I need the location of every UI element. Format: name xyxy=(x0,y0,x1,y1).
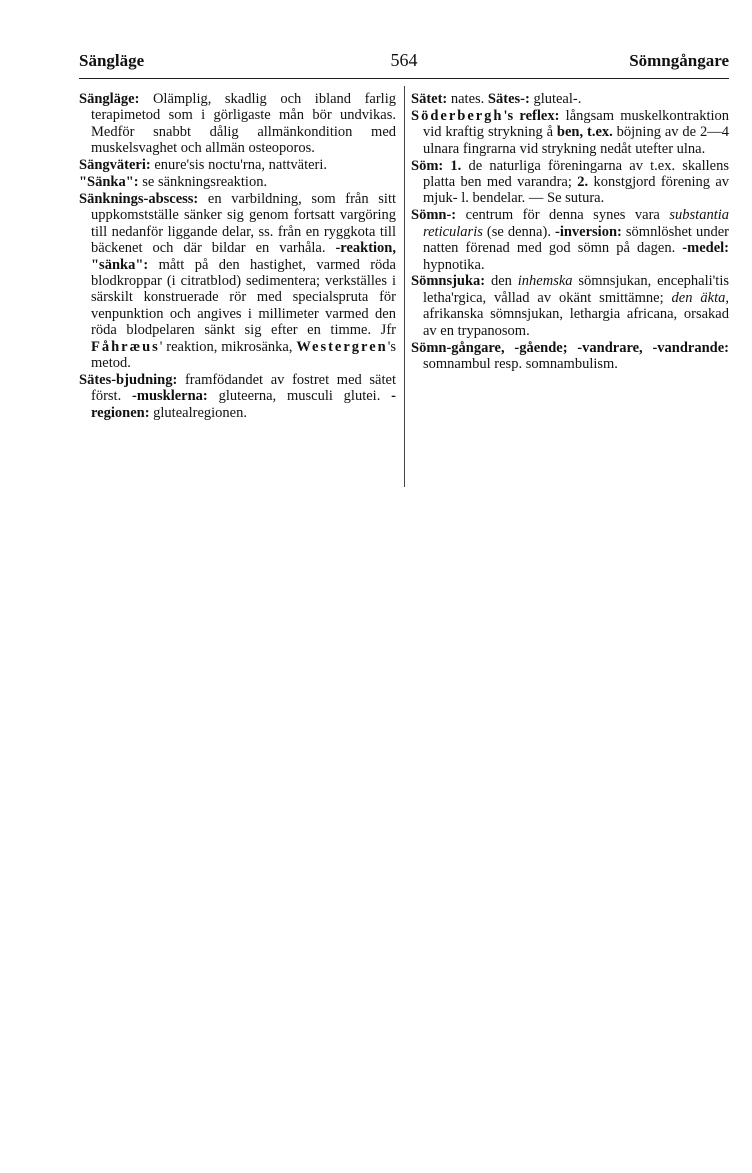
headword: Sängläge: xyxy=(79,91,140,107)
definition: konstgjord förening av mjuk- l. bendelar. — Se sutura. xyxy=(423,174,729,207)
definition: sömnlöshet under natten förenad med god sömn på dagen. xyxy=(423,223,730,257)
definition: (se denna). xyxy=(482,223,555,240)
spaced-name: Westergren xyxy=(296,338,388,355)
entry-sanglage xyxy=(79,91,396,157)
definition: en varbildning, som från sitt uppkomstställe sänker sig genom fortsatt vargöring till nedanför liggande delar, ss. från en ryggkota till bäckenet och där bildar en varhåla. xyxy=(91,190,396,257)
bold-text: ben, t.ex. xyxy=(556,124,613,141)
entry-somngangare xyxy=(411,340,729,373)
definition: långsam muskelkontraktion vid kraftig strykning å xyxy=(423,107,730,141)
definition: ' reaktion, mikrosänka, xyxy=(159,338,297,355)
subheadword: -medel: xyxy=(682,240,729,257)
italic-text: den äkta, xyxy=(671,289,729,306)
left-column xyxy=(79,91,396,422)
headword: Sömn-gångare, -gående; -vandrare, -vandrande: xyxy=(411,339,729,356)
definition: enure'sis noctu'rna, nattväteri. xyxy=(150,157,328,174)
definition: mått på den hastighet, varmed röda blodkroppar (i citratblod) sedimentera; verkställes i särskilt konstruerade rör med specialspruta för venpunktion och angives i millimeter varmed den röda blodpelaren sänkt sig efter en timme. Jfr xyxy=(91,256,396,339)
entry-somn xyxy=(411,207,729,273)
definition: den xyxy=(485,273,518,290)
header-left-word: Sängläge xyxy=(79,51,145,70)
headword: Sömnsjuka: xyxy=(411,273,486,290)
definition: se sänkningsreaktion. xyxy=(138,174,268,191)
headword: "Sänka": xyxy=(79,174,139,191)
definition: gluteal-. xyxy=(529,91,582,107)
entry-satet xyxy=(411,91,729,107)
header-rule xyxy=(79,78,729,79)
italic-text: inhemska xyxy=(517,273,573,290)
definition: centrum för denna synes vara xyxy=(456,207,670,224)
bold-text: 2. xyxy=(577,174,589,191)
headword: Sätet: xyxy=(411,91,448,107)
entry-sanknings-abscess xyxy=(79,191,396,371)
headword: Sänknings-abscess: xyxy=(79,190,199,207)
definition: gluteerna, musculi glutei. xyxy=(207,388,392,405)
definition: glutealregionen. xyxy=(149,404,247,421)
headword: 's reflex: xyxy=(503,107,560,124)
entry-som xyxy=(411,158,729,207)
italic-text: substantia reticularis xyxy=(423,207,729,240)
entry-soderberghs-reflex xyxy=(411,108,729,157)
definition: framfödandet av fostret med sätet först. xyxy=(91,371,396,405)
definition: somnambul resp. somnambulism. xyxy=(423,356,618,372)
definition: 's metod. xyxy=(91,338,396,371)
headword: Sätes-bjudning: xyxy=(79,371,178,388)
definition: böjning av de 2—4 ulnara fingrarna vid strykning nedåt utefter ulna. xyxy=(423,124,729,157)
subheadword: Sätes-: xyxy=(487,91,530,107)
definition: nates. xyxy=(447,91,488,107)
definition: hypnotika. xyxy=(423,256,485,273)
entry-sates-bjudning xyxy=(79,372,396,421)
subheadword: -regionen: xyxy=(91,388,396,421)
header-right-word: Sömngångare xyxy=(629,51,729,70)
definition: sömnsjukan, encephali'tis letha'rgica, vållad av okänt smittämne; xyxy=(423,273,729,306)
definition: Olämplig, skadlig och ibland farlig terapimetod som i görligaste mån bör undvikas. Medför snabbt dålig allmänkondition med muskelsvaghet och allmän osteoporos. xyxy=(91,91,396,157)
definition: afrikanska sömnsjukan, lethargia africana, orsakad av en trypanosom. xyxy=(423,306,729,339)
subheadword: -reaktion, "sänka": xyxy=(91,240,396,273)
entry-sanka xyxy=(79,174,396,190)
spaced-name: Söderbergh xyxy=(411,107,504,124)
subheadword: -inversion: xyxy=(555,223,622,240)
spaced-name: Fåhræus xyxy=(91,338,160,355)
headword: Sängväteri: xyxy=(79,157,151,174)
definition: de naturliga föreningarna av t.ex. skallens platta ben med varandra; xyxy=(423,157,729,191)
page-number: 564 xyxy=(390,50,418,70)
running-header xyxy=(79,47,729,75)
headword: Sömn-: xyxy=(411,207,457,224)
headword: Söm: 1. xyxy=(411,157,462,174)
column-divider xyxy=(404,86,405,487)
right-column xyxy=(411,91,729,373)
subheadword: -musklerna: xyxy=(132,388,208,405)
entry-sangvateri xyxy=(79,157,396,173)
entry-somnsjuka xyxy=(411,273,729,339)
